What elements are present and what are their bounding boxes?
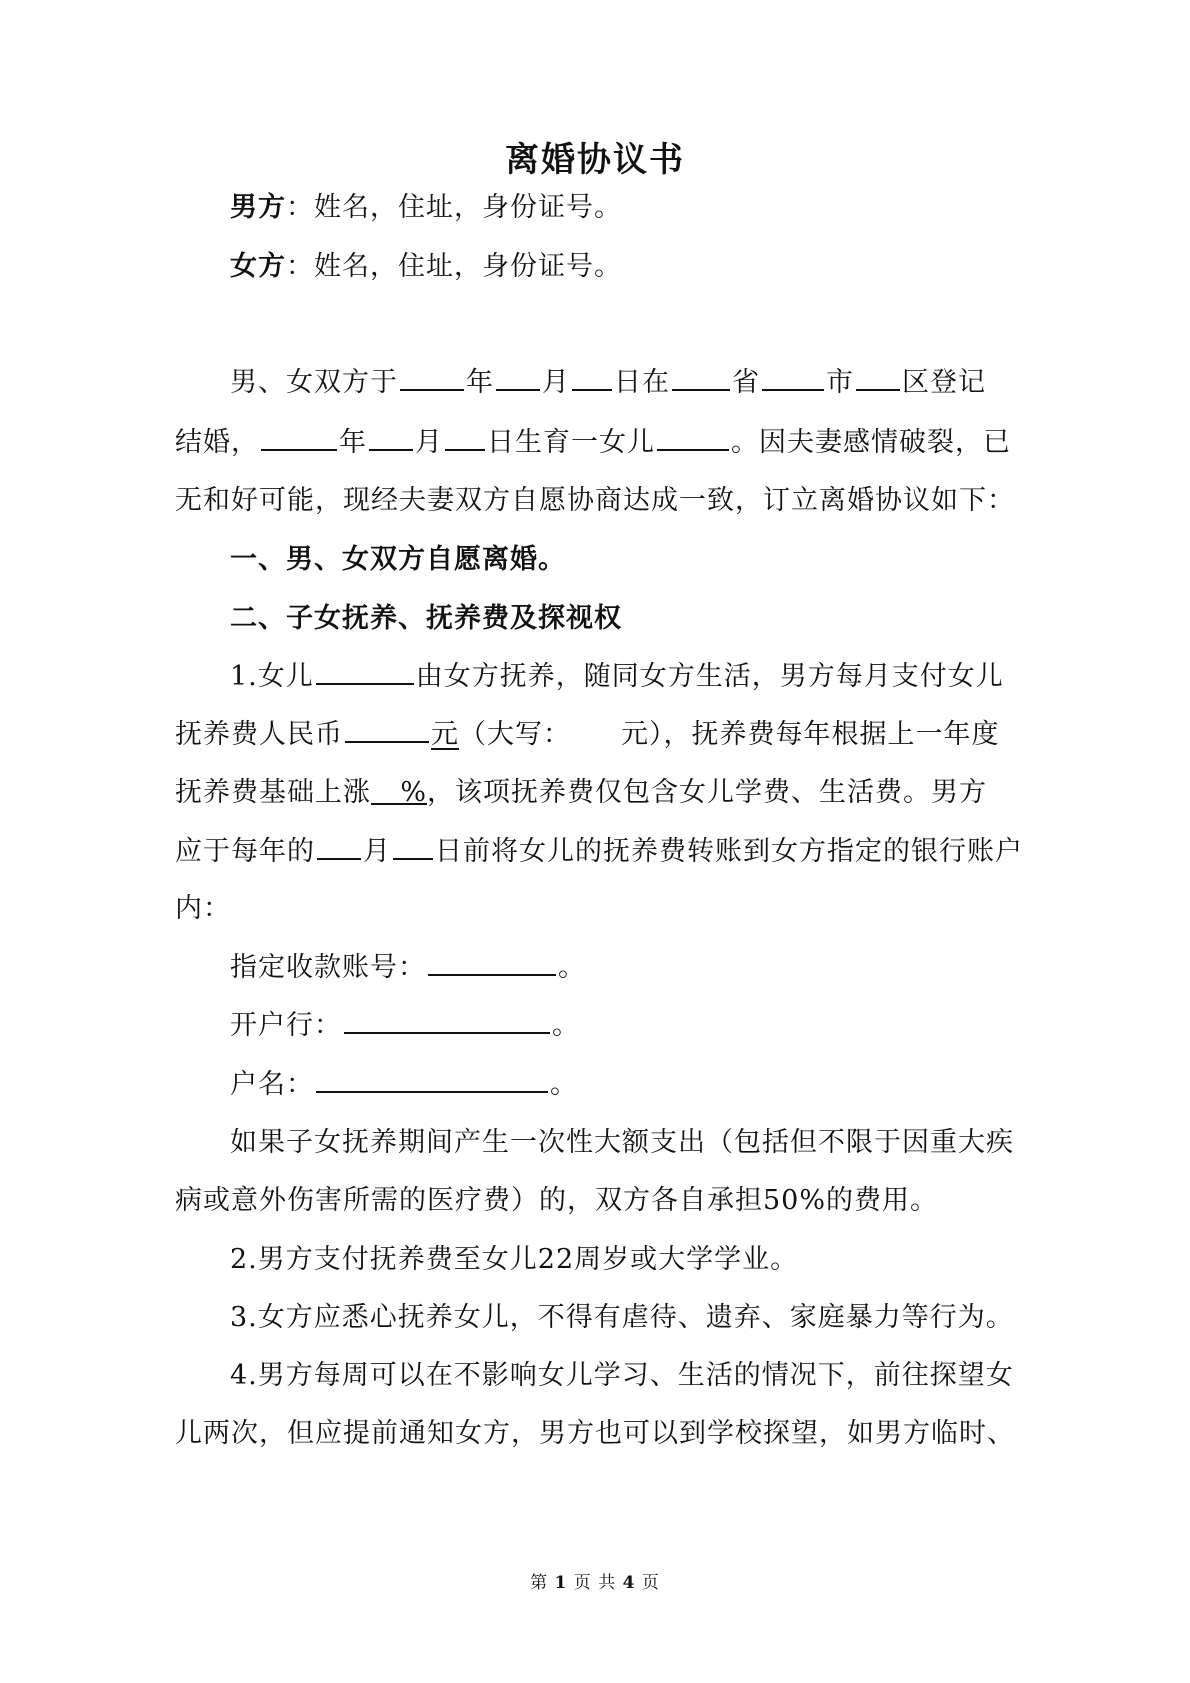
item4-line-2: 儿两次，但应提前通知女方，男方也可以到学校探望，如男方临时、 [175,1418,1015,1449]
blank-year [400,363,464,391]
page-footer: 第 1 页 共 4 页 [530,1573,660,1593]
blank-bank [344,1006,550,1034]
blank-percent: % [371,777,427,805]
item1-line-3: 抚养费基础上涨 %，该项抚养费仅包含女儿学费、生活费。男方 [175,777,987,808]
account-line: 指定收款账号： 。 [230,945,1080,984]
blank-daughter-name [657,423,729,451]
blank-day [572,363,612,391]
intro-line-2: 结婚， 年 月 日生育一女儿 。因夫妻感情破裂，已 [175,420,1025,459]
female-text: ：姓名，住址，身份证号。 [286,251,622,282]
male-text: ：姓名，住址，身份证号。 [286,192,622,223]
item2-line: 2.男方支付抚养费至女儿22周岁或大学学业。 [230,1244,799,1275]
blank-account-holder [316,1065,548,1093]
page-total: 4 [622,1573,636,1593]
item1-line-5: 内： [175,893,231,924]
female-label: 女方 [230,251,286,282]
item1-line-4: 应于每年的 月 日前将女儿的抚养费转账到女方指定的银行账户 [175,829,1025,868]
blank-birth-year [261,423,337,451]
blank-account-number [428,948,556,976]
section-2-heading: 二、子女抚养、抚养费及探视权 [230,603,622,634]
blank-amount [345,715,429,743]
intro-line-3: 无和好可能，现经夫妻双方自愿协商达成一致，订立离婚协议如下： [175,485,1015,516]
page-number: 1 [554,1573,568,1593]
male-label: 男方 [230,192,286,223]
item3-line: 3.女方应悉心抚养女儿，不得有虐待、遗弃、家庭暴力等行为。 [230,1302,1014,1333]
blank-daughter [316,657,414,685]
blank-birth-month [369,423,413,451]
blank-month [496,363,540,391]
section-1-heading: 一、男、女双方自愿离婚。 [230,544,566,575]
holder-line: 户名： 。 [230,1062,1080,1101]
item1-line-1: 1.女儿 由女方抚养，随同女方生活，男方每月支付女儿 [230,654,1080,693]
medical-line-2: 病或意外伤害所需的医疗费）的，双方各自承担50%的费用。 [175,1185,939,1216]
blank-birth-day [445,423,485,451]
blank-pay-day [393,832,433,860]
item1-line-2: 抚养费人民币 元（大写： 元），抚养费每年根据上一年度 [175,712,1025,751]
item4-line-1: 4.男方每周可以在不影响女儿学习、生活的情况下，前往探望女 [230,1360,1014,1391]
male-party-line [230,185,1080,224]
blank-district [856,363,900,391]
female-party-line [230,244,1080,283]
document-title: 离婚协议书 [505,140,685,180]
intro-line-1: 男、女双方于 年 月 日在 省 市 区登记 [230,360,1025,399]
bank-line: 开户行： 。 [230,1003,1080,1042]
blank-city [762,363,824,391]
medical-line-1: 如果子女抚养期间产生一次性大额支出（包括但不限于因重大疾 [230,1127,1014,1158]
blank-province [672,363,730,391]
blank-pay-month [317,832,361,860]
